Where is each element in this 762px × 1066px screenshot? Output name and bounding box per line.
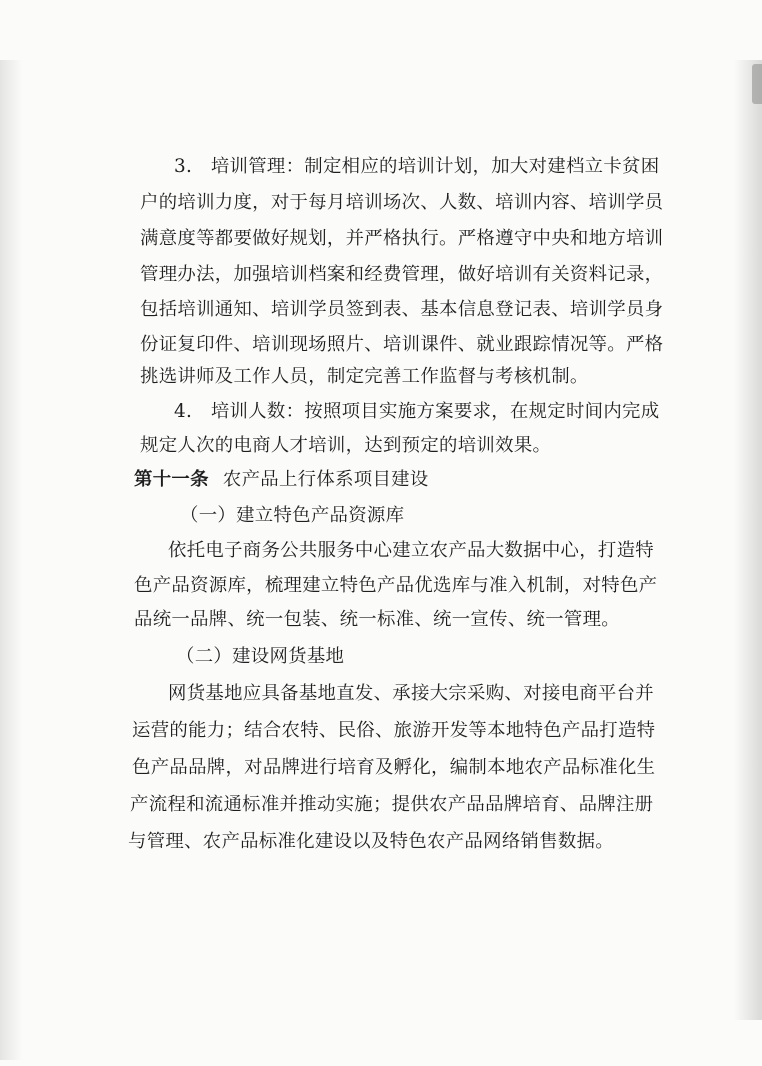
text-line-13: 色产品资源库，梳理建立特色产品优选库与准入机制，对特色产 [134,575,658,596]
section-heading-2: （二）建设网货基地 [176,646,345,667]
text-line-7: 挑选讲师及工作人员，制定完善工作监督与考核机制。 [140,366,589,387]
text-line-3: 满意度等都要做好规划，并严格执行。严格遵守中央和地方培训 [140,228,664,249]
article-title: 农产品上行体系项目建设 [222,469,429,490]
scan-edge-mark [752,64,762,104]
article-heading [134,465,429,491]
text-line-9: 规定人次的电商人才培训，达到预定的培训效果。 [140,435,552,456]
article-number: 第十一条 [134,469,209,490]
text-line-14: 品统一品牌、统一包装、统一标准、统一宣传、统一管理。 [134,609,620,630]
text-line-6: 份证复印件、培训现场照片、培训课件、就业跟踪情况等。严格 [140,334,664,355]
text-line-2: 户的培训力度，对于每月培训场次、人数、培训内容、培训学员 [140,192,664,213]
text-line-20: 与管理、农产品标准化建设以及特色农产品网络销售数据。 [128,831,614,852]
text-line-12: 依托电子商务公共服务中心建立农产品大数据中心，打造特 [168,540,654,561]
text-line-1: 3. 培训管理：制定相应的培训计划，加大对建档立卡贫困 [174,156,660,177]
section-heading-1: （一）建立特色产品资源库 [180,505,405,526]
scan-shadow-left [0,60,22,1060]
text-line-19: 产流程和流通标准并推动实施；提供农产品品牌培育、品牌注册 [130,794,654,815]
text-line-4: 管理办法，加强培训档案和经费管理，做好培训有关资料记录， [140,264,664,285]
text-line-16: 网货基地应具备基地直发、承接大宗采购、对接电商平台并 [168,683,654,704]
text-line-18: 色产品品牌，对品牌进行培育及孵化，编制本地农产品标准化生 [132,757,656,778]
text-line-17: 运营的能力；结合农特、民俗、旅游开发等本地特色产品打造特 [132,720,656,741]
text-line-8: 4. 培训人数：按照项目实施方案要求，在规定时间内完成 [174,401,660,422]
text-line-5: 包括培训通知、培训学员签到表、基本信息登记表、培训学员身 [140,299,664,320]
scan-shadow-right [734,60,762,1020]
